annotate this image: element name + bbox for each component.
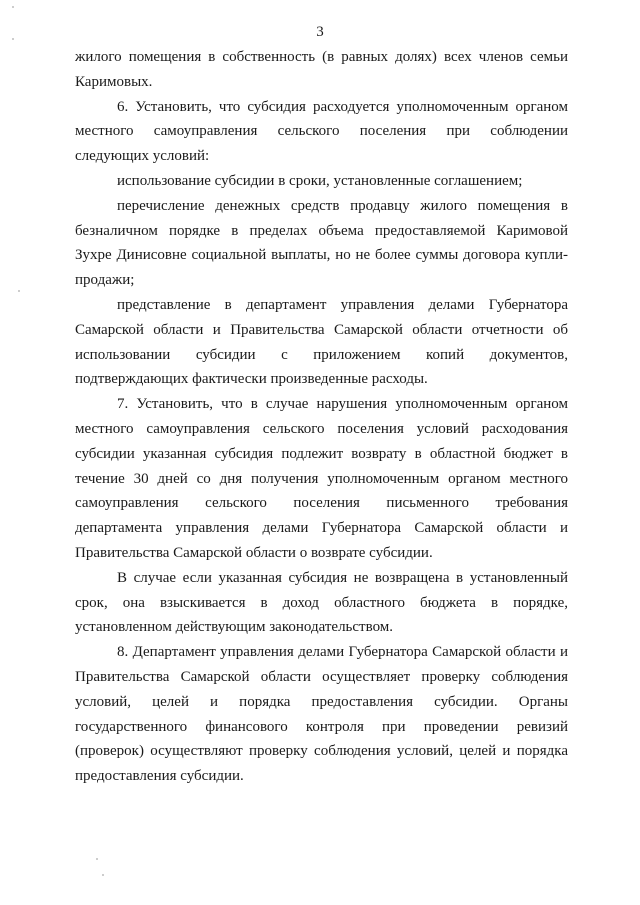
text-line: Самарской области и Правительства Самарской области отчетности об bbox=[75, 321, 568, 338]
text-line: жилого помещения в собственность (в равных долях) всех членов семьи bbox=[75, 49, 568, 65]
text-line: использование субсидии в сроки, установленные соглашением; bbox=[117, 172, 523, 189]
text-line: продажи; bbox=[75, 272, 135, 289]
page-number: 3 bbox=[316, 24, 324, 40]
text-line: срок, она взыскивается в доход областного бюджета в порядке, bbox=[75, 594, 568, 611]
scan-speck bbox=[102, 874, 104, 876]
text-line: Зухре Динисовне социальной выплаты, но не более суммы договора купли- bbox=[75, 247, 568, 264]
text-line: течение 30 дней со дня получения уполномоченным органом местного bbox=[75, 470, 568, 487]
text-line: 7. Установить, что в случае нарушения уполномоченным органом bbox=[117, 396, 568, 413]
text-line: местного самоуправления сельского поселения при соблюдении bbox=[75, 123, 568, 140]
text-line: безналичном порядке в пределах объема предоставляемой Каримовой bbox=[75, 222, 568, 239]
text-line: Каримовых. bbox=[75, 73, 153, 90]
text-line: подтверждающих фактически произведенные расходы. bbox=[75, 371, 428, 388]
text-line: следующих условий: bbox=[75, 148, 210, 165]
text-line: установленном действующим законодательством. bbox=[75, 619, 394, 636]
document-body bbox=[75, 45, 568, 789]
text-line: Правительства Самарской области осуществляет проверку соблюдения bbox=[75, 668, 568, 685]
text-line: 6. Установить, что субсидия расходуется уполномоченным органом bbox=[117, 98, 568, 115]
text-line: перечисление денежных средств продавцу жилого помещения в bbox=[117, 197, 568, 214]
scan-speck bbox=[18, 290, 20, 292]
text-line: государственного финансового контроля при проведении ревизий bbox=[75, 718, 568, 735]
scan-speck bbox=[96, 858, 98, 860]
text-line: субсидии указанная субсидия подлежит возврату в областной бюджет в bbox=[75, 445, 568, 462]
text-line: предоставления субсидии. bbox=[75, 768, 244, 785]
text-line: самоуправления сельского поселения письменного требования bbox=[75, 495, 568, 512]
text-line: В случае если указанная субсидия не возвращена в установленный bbox=[117, 569, 568, 586]
scan-speck bbox=[12, 38, 14, 40]
text-line: местного самоуправления сельского поселения условий расходования bbox=[75, 420, 568, 437]
text-line: (проверок) осуществляют проверку соблюдения условий, целей и порядка bbox=[75, 743, 568, 760]
text-line: департамента управления делами Губернатора Самарской области и bbox=[75, 520, 568, 537]
text-line: 8. Департамент управления делами Губернатора Самарской области и bbox=[117, 644, 568, 661]
text-line: использовании субсидии с приложением копий документов, bbox=[75, 346, 568, 363]
text-line: представление в департамент управления делами Губернатора bbox=[117, 296, 568, 313]
text-line: условий, целей и порядка предоставления субсидии. Органы bbox=[75, 693, 568, 710]
scan-speck bbox=[12, 6, 14, 8]
text-line: Правительства Самарской области о возврате субсидии. bbox=[75, 544, 433, 561]
